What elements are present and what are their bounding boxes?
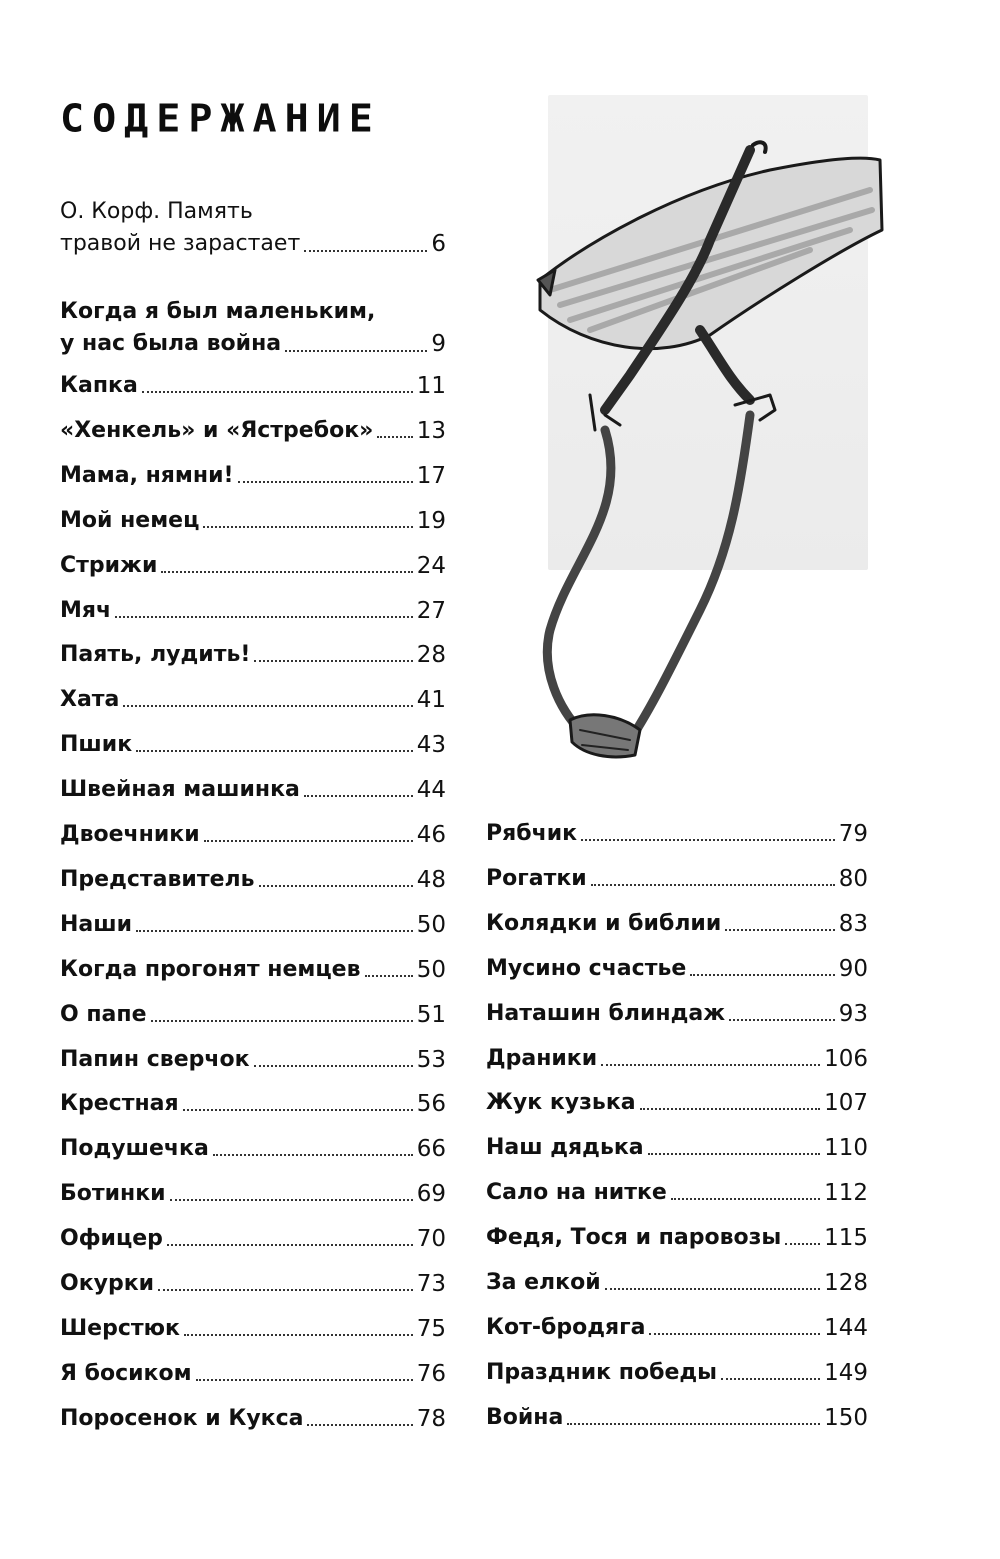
entry-title: Мяч: [60, 597, 112, 623]
entry-title: Крестная: [60, 1091, 179, 1117]
entry-title: Капка: [60, 373, 138, 398]
entry-page-number: 50: [416, 956, 446, 983]
intro-title-part: травой не зарастает: [60, 231, 301, 256]
leader-dots: [581, 839, 835, 841]
entry-page-number: 48: [416, 866, 446, 893]
entry-page-number: 9: [431, 331, 446, 357]
leader-dots: [142, 391, 413, 393]
toc-entry: [60, 640, 446, 670]
leader-dots: [671, 1198, 820, 1200]
entry-title: Рябчик: [486, 821, 578, 846]
toc-entry: [60, 1359, 446, 1389]
leader-dots: [721, 1378, 820, 1380]
entry-title: Представитель: [60, 866, 255, 892]
entry-page-number: 83: [838, 910, 868, 937]
entry-title: Окурки: [60, 1271, 155, 1296]
entry-title: Наш дядька: [486, 1135, 644, 1161]
toc-entry: [60, 551, 446, 581]
toc-entry: [486, 1313, 868, 1343]
toc-entry: [60, 775, 446, 805]
entry-title: «Хенкель» и «Ястребок»: [60, 417, 374, 443]
entry-page-number: 78: [416, 1405, 446, 1432]
leader-dots: [158, 1289, 413, 1291]
leader-dots: [729, 1019, 835, 1021]
entry-page-number: 90: [838, 955, 868, 982]
entry-page-number: 115: [824, 1225, 868, 1252]
toc-entry: [486, 909, 868, 939]
entry-page-number: 107: [824, 1090, 868, 1117]
entry-title: Наши: [60, 911, 133, 937]
entry-page-number: 110: [824, 1135, 868, 1162]
entry-title: Колядки и библии: [486, 910, 722, 936]
leader-dots: [183, 1109, 413, 1111]
entry-title: Сало на нитке: [486, 1180, 667, 1206]
entry-page-number: 41: [416, 687, 446, 714]
entry-title: Война: [486, 1404, 564, 1430]
page-title: СОДЕРЖАНИЕ: [60, 97, 381, 141]
toc-entry: [486, 1088, 868, 1118]
entry-page-number: 28: [416, 642, 446, 669]
toc-entry: [60, 730, 446, 760]
entry-page-number: 56: [416, 1091, 446, 1118]
leader-dots: [136, 750, 413, 752]
toc-entry: [60, 596, 446, 626]
toc-entry: [486, 1268, 868, 1298]
toc-entry: [60, 1045, 446, 1075]
entry-title: Папин сверчок: [60, 1046, 250, 1072]
leader-dots: [238, 481, 413, 483]
leader-dots: [640, 1108, 820, 1110]
leader-dots: [377, 436, 412, 438]
leader-dots: [649, 1333, 820, 1335]
toc-left-column: [60, 0, 446, 1559]
entry-title: Драники: [486, 1045, 598, 1071]
entry-title-part: у нас была война: [60, 331, 282, 356]
toc-entry: [60, 461, 446, 491]
entry-page-number: 19: [416, 507, 446, 534]
toc-entry: [60, 506, 446, 536]
toc-entry: [60, 1134, 446, 1164]
entry-title: Пшик: [60, 732, 133, 758]
toc-entry-first: [60, 296, 446, 360]
toc-entry: [60, 1000, 446, 1030]
leader-dots: [601, 1064, 820, 1066]
entry-page-number: 149: [824, 1359, 868, 1386]
entry-page-number: 66: [416, 1136, 446, 1163]
entry-title: Мусино счастье: [486, 955, 687, 981]
entry-page-number: 43: [416, 732, 446, 759]
entry-page-number: 79: [838, 821, 868, 847]
leader-dots: [151, 1020, 413, 1022]
toc-entry: [60, 1404, 446, 1434]
toc-entry: [60, 416, 446, 446]
entry-page-number: 69: [416, 1181, 446, 1208]
intro-line-1: О. Корф. Память: [60, 199, 253, 224]
toc-entry: [486, 1044, 868, 1074]
toc-entry: [486, 1358, 868, 1388]
leader-dots: [213, 1154, 413, 1156]
toc-entry: [60, 1314, 446, 1344]
entry-title: Я босиком: [60, 1360, 192, 1386]
entry-title: Шерстюк: [60, 1315, 180, 1341]
leader-dots: [365, 975, 413, 977]
entry-title: Стрижи: [60, 552, 158, 578]
entry-page-number: 73: [416, 1271, 446, 1297]
entry-page-number: 80: [838, 865, 868, 892]
entry-page-number: 46: [416, 822, 446, 848]
entry-title: Кот-бродяга: [486, 1314, 646, 1340]
entry-title: За елкой: [486, 1270, 601, 1295]
toc-entry: [486, 1178, 868, 1208]
toc-entry: [60, 910, 446, 940]
entry-page-number: 150: [824, 1404, 868, 1431]
entry-title: Рогатки: [486, 865, 587, 891]
toc-entry: [60, 1269, 446, 1299]
leader-dots: [307, 1424, 412, 1426]
entry-title: Поросенок и Кукса: [60, 1405, 304, 1431]
toc-entry: [486, 1223, 868, 1253]
leader-dots: [725, 929, 834, 931]
entry-title: Мой немец: [60, 507, 200, 533]
entry-page-number: 53: [416, 1046, 446, 1073]
entry-page-number: 106: [824, 1045, 868, 1072]
leader-dots: [204, 840, 413, 842]
entry-page-number: 51: [416, 1001, 446, 1028]
entry-page-number: 44: [416, 777, 446, 804]
toc-entry: [486, 819, 868, 849]
leader-dots: [167, 1244, 413, 1246]
leader-dots: [123, 705, 412, 707]
toc-entry: [486, 864, 868, 894]
toc-entry: [60, 685, 446, 715]
leader-dots: [567, 1423, 820, 1425]
entry-page-number: 128: [824, 1270, 868, 1296]
leader-dots: [196, 1379, 413, 1381]
toc-entry: [486, 1403, 868, 1433]
entry-title: Когда прогонят немцев: [60, 956, 361, 982]
entry-page-number: 144: [824, 1314, 868, 1341]
leader-dots: [304, 795, 413, 797]
toc-entry: [486, 999, 868, 1029]
toc-entry: [60, 1089, 446, 1119]
toc-entry: [60, 865, 446, 895]
entry-page-number: 24: [416, 552, 446, 579]
leader-dots: [136, 930, 413, 932]
entry-title: Офицер: [60, 1226, 163, 1252]
entry-title: Паять, лудить!: [60, 642, 251, 668]
toc-entry: [60, 1179, 446, 1209]
toc-entry: [60, 371, 446, 401]
leader-dots: [785, 1243, 820, 1245]
entry-title: Подушечка: [60, 1136, 209, 1162]
leader-dots: [161, 571, 412, 573]
leader-dots: [115, 616, 413, 618]
entry-title: Мама, нямни!: [60, 462, 234, 488]
entry-page-number: 11: [416, 373, 446, 399]
entry-page-number: 76: [416, 1360, 446, 1387]
leader-dots: [648, 1153, 820, 1155]
toc-entry: [60, 955, 446, 985]
entry-page-number: 93: [838, 1000, 868, 1027]
entry-page-number: 70: [416, 1226, 446, 1253]
leader-dots: [259, 885, 413, 887]
entry-page-number: 75: [416, 1315, 446, 1342]
entry-title: Жук кузька: [486, 1090, 636, 1116]
entry-page-number: 13: [416, 417, 446, 444]
leader-dots: [203, 526, 412, 528]
toc-entry: [60, 820, 446, 850]
entry-title: Наташин блиндаж: [486, 1000, 726, 1026]
entry-title-line-1: Когда я был маленьким,: [60, 299, 376, 324]
slingshot-illustration: [510, 130, 890, 790]
leader-dots: [591, 884, 835, 886]
entry-page-number: 50: [416, 911, 446, 938]
entry-page-number: 27: [416, 597, 446, 624]
leader-dots: [605, 1288, 820, 1290]
leader-dots: [254, 1065, 413, 1067]
entry-title-line-2: [60, 328, 446, 360]
leader-dots: [170, 1199, 413, 1201]
entry-page-number: 17: [416, 462, 446, 489]
intro-page-number: 6: [431, 231, 446, 257]
entry-title: Праздник победы: [486, 1359, 718, 1385]
entry-title: Ботинки: [60, 1181, 166, 1207]
entry-page-number: 112: [824, 1180, 868, 1207]
entry-title: Хата: [60, 687, 120, 713]
entry-title: Швейная машинка: [60, 777, 300, 803]
leader-dots: [285, 350, 427, 352]
toc-entry: [486, 954, 868, 984]
entry-title: Двоечники: [60, 822, 200, 847]
leader-dots: [690, 974, 834, 976]
toc-entry: [486, 1133, 868, 1163]
toc-entry: [60, 1224, 446, 1254]
leader-dots: [254, 660, 412, 662]
leader-dots: [184, 1334, 413, 1336]
entry-title: О папе: [60, 1001, 147, 1027]
entry-title: Федя, Тося и паровозы: [486, 1225, 782, 1251]
